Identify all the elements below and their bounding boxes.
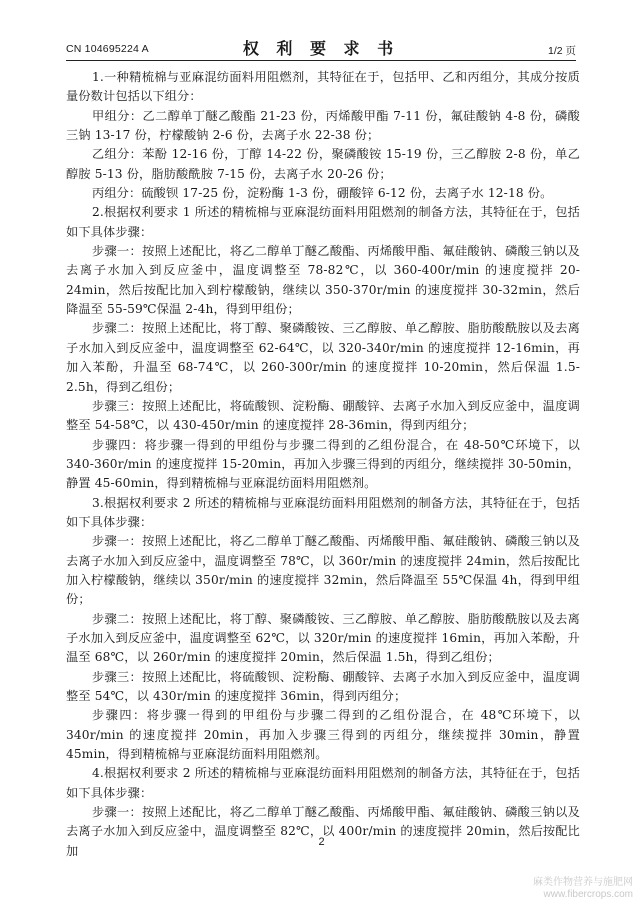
claim-2-step-1: 步骤一：按照上述配比，将乙二醇单丁醚乙酸酯、丙烯酸甲酯、氟硅酸钠、磷酸三钠以及去离子水加入到反应釜中，温度调整至 78-82℃，以 360-400r/min 的速度搅拌 20-24min，然后按配比加入到柠檬酸钠，继续以 350-370r/min 的速度搅拌 30-32min，然后降温至 55-59℃保温 2-4h，得到甲组份； — [66, 244, 580, 317]
claim-2-intro: 2.根据权利要求 1 所述的精梳棉与亚麻混纺面料用阻燃剂的制备方法，其特征在于，包括如下具体步骤： — [66, 205, 580, 239]
page-number: 2 — [318, 836, 325, 848]
component-a: 甲组分：乙二醇单丁醚乙酸酯 21-23 份，丙烯酸甲酯 7-11 份，氟硅酸钠 4-8 份，磷酸三钠 13-17 份，柠檬酸钠 2-6 份，去离子水 22-38 份； — [66, 108, 580, 143]
component-c: 丙组分：硫酸钡 17-25 份，淀粉酶 1-3 份，硼酸锌 6-12 份，去离子水 12-18 份。 — [92, 186, 553, 201]
site-watermark — [533, 877, 633, 901]
claim-4-intro: 4.根据权利要求 2 所述的精梳棉与亚麻混纺面料用阻燃剂的制备方法，其特征在于，包括如下具体步骤： — [66, 766, 580, 800]
claim-3-step-3: 步骤三：按照上述配比，将硫酸钡、淀粉酶、硼酸锌、去离子水加入到反应釜中，温度调整至 54℃，以 430r/min 的速度搅拌 36min，得到丙组分； — [66, 669, 580, 703]
page-count: 1/2 页 — [547, 45, 576, 57]
claim-1-intro: 1.一种精梳棉与亚麻混纺面料用阻燃剂，其特征在于，包括甲、乙和丙组分，其成分按质量份数计包括以下组分： — [66, 70, 580, 104]
claim-3-step-1: 步骤一：按照上述配比，将乙二醇单丁醚乙酸酯、丙烯酸甲酯、氟硅酸钠、磷酸三钠以及去离子水加入到反应釜中，温度调整至 78℃，以 360r/min 的速度搅拌 24min，然后按配比加入柠檬酸钠，继续以 350r/min 的速度搅拌 32min，然后降温至 55℃保温 4h，得到甲组份； — [66, 534, 580, 607]
claim-3-step-4: 步骤四：将步骤一得到的甲组份与步骤二得到的乙组份混合，在 48℃环境下，以 340r/min 的速度搅拌 20min，再加入步骤三得到的丙组分，继续搅拌 30min，静置 45min，得到精梳棉与亚麻混纺面料用阻燃剂。 — [66, 708, 580, 762]
page-header — [66, 34, 576, 56]
header-rule — [66, 60, 576, 61]
document-title: 权 利 要 求 书 — [242, 39, 400, 58]
claim-4-step-1: 步骤一：按照上述配比，将乙二醇单丁醚乙酸酯、丙烯酸甲酯、氟硅酸钠、磷酸三钠以及去离子水加入到反应釜中，温度调整至 82℃，以 400r/min 的速度搅拌 20min，然后按配比加 — [66, 805, 580, 858]
component-b: 乙组分：苯酚 12-16 份，丁醇 14-22 份，聚磷酸铵 15-19 份，三乙醇胺 2-8 份，单乙醇胺 5-13 份，脂肪酸酰胺 7-15 份，去离子水 20-26 份； — [66, 147, 580, 181]
publication-number: CN 104695224 A — [66, 43, 149, 55]
claim-2-step-4: 步骤四：将步骤一得到的甲组份与步骤二得到的乙组份混合，在 48-50℃环境下，以 340-360r/min 的速度搅拌 15-20min，再加入步骤三得到的丙组分，继续搅拌 30-50min，静置 45-60min，得到精梳棉与亚麻混纺面料用阻燃剂。 — [66, 437, 580, 491]
claims-body — [66, 68, 580, 861]
claim-2-step-2: 步骤二：按照上述配比，将丁醇、聚磷酸铵、三乙醇胺、单乙醇胺、脂肪酸酰胺以及去离子水加入到反应釜中，温度调整至 62-64℃，以 320-340r/min 的速度搅拌 12-16min，再加入苯酚，升温至 68-74℃，以 260-300r/min 的速度搅拌 10-20min，然后保温 1.5-2.5h，得到乙组份； — [66, 321, 580, 394]
claim-2-step-3: 步骤三：按照上述配比，将硫酸钡、淀粉酶、硼酸锌、去离子水加入到反应釜中，温度调整至 54-58℃，以 430-450r/min 的速度搅拌 28-36min，得到丙组分； — [66, 398, 580, 433]
claim-3-step-2: 步骤二：按照上述配比，将丁醇、聚磷酸铵、三乙醇胺、单乙醇胺、脂肪酸酰胺以及去离子水加入到反应釜中，温度调整至 62℃，以 320r/min 的速度搅拌 16min，再加入苯酚，升温至 68℃，以 260r/min 的速度搅拌 20min，然后保温 1.5h，得到乙组份； — [66, 611, 580, 665]
claim-3-intro: 3.根据权利要求 2 所述的精梳棉与亚麻混纺面料用阻燃剂的制备方法，其特征在于，包括如下具体步骤： — [66, 495, 580, 529]
watermark-site-url: www.fibercrops.com — [543, 889, 633, 900]
watermark-site-name: 麻类作物营养与施肥网 — [533, 877, 633, 888]
